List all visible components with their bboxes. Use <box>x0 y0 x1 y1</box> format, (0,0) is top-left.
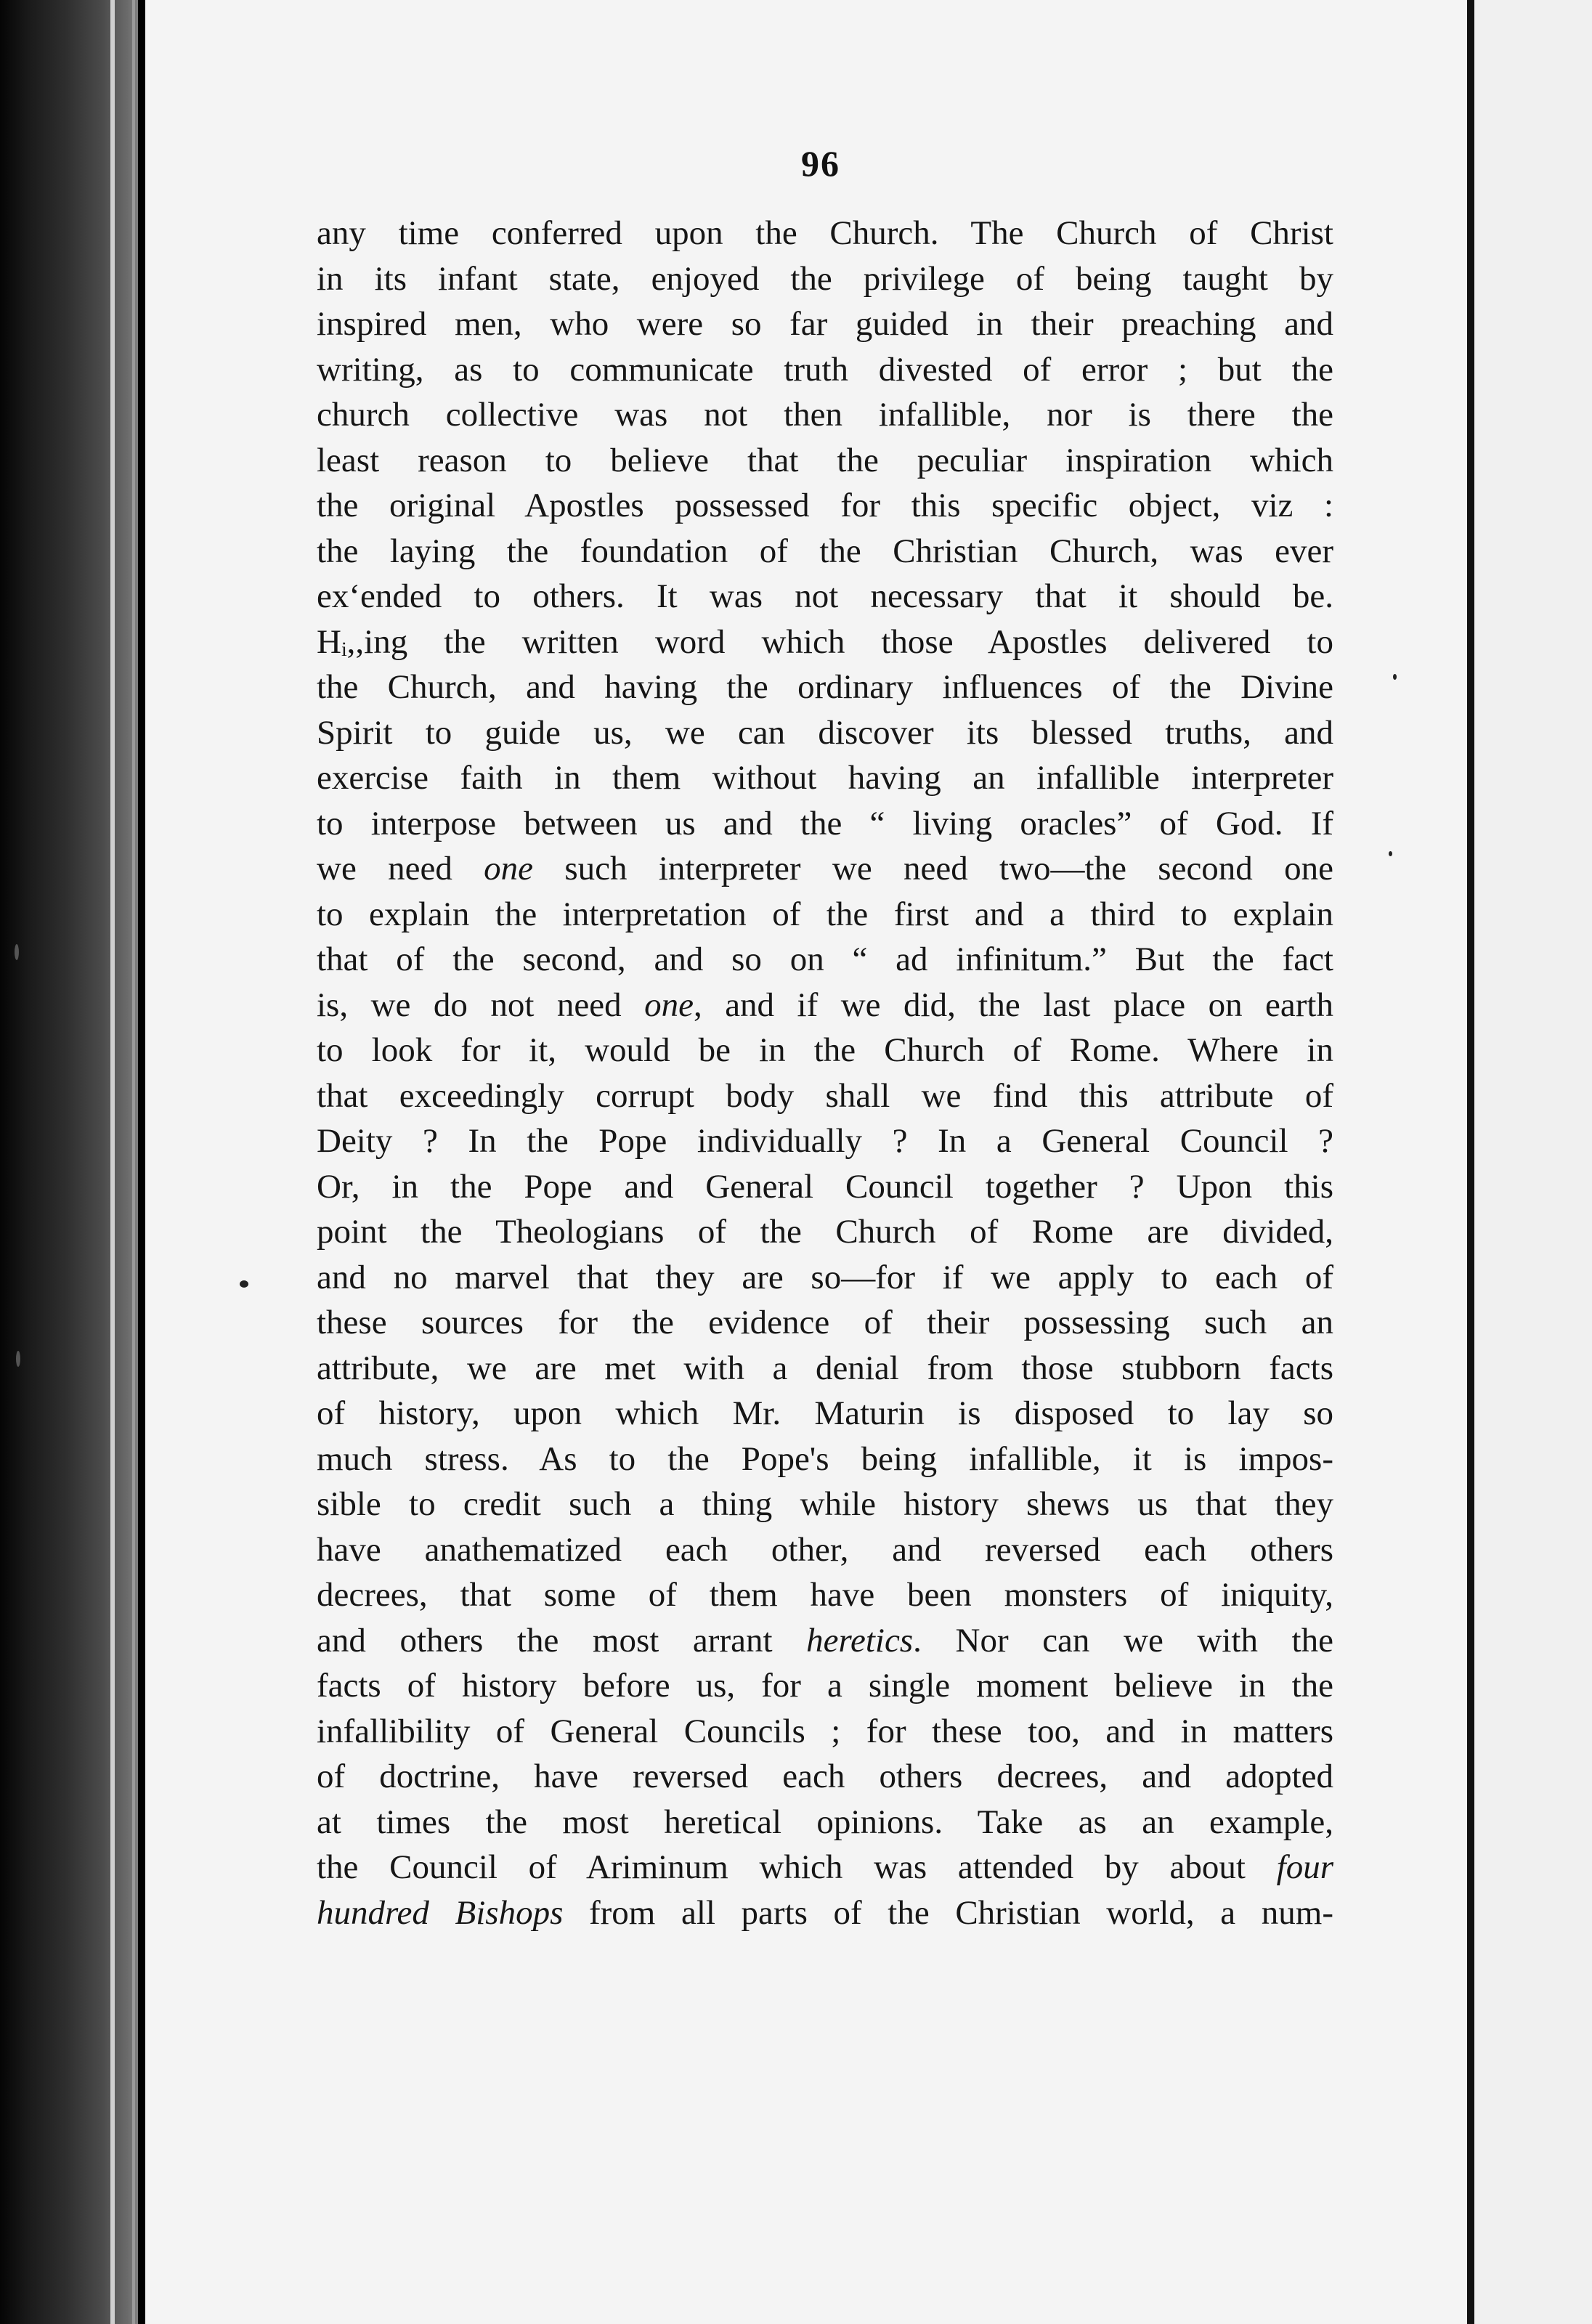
text-segment: at times the most heretical opinions. Take as an example, <box>317 1803 1333 1841</box>
text-segment: of history, upon which Mr. Maturin is disposed to lay so <box>317 1394 1333 1432</box>
text-line <box>317 1800 1333 1845</box>
scan-speck <box>15 944 19 960</box>
text-line <box>317 1572 1333 1618</box>
text-segment: , and if we did, the last place on earth <box>693 986 1333 1024</box>
text-segment: much stress. As to the Pope's being infallible, it is impos- <box>317 1439 1333 1478</box>
italic-text: one <box>484 850 534 887</box>
text-segment: sible to credit such a thing while history shews us that they <box>317 1485 1333 1523</box>
text-segment: the laying the foundation of the Christian Church, was ever <box>317 532 1333 570</box>
text-line <box>317 755 1333 801</box>
text-line <box>317 529 1333 574</box>
text-line <box>317 710 1333 756</box>
text-segment: to look for it, would be in the Church of Rome. Where in <box>317 1031 1333 1069</box>
text-line <box>317 1482 1333 1527</box>
text-line <box>317 301 1333 347</box>
text-line <box>317 1663 1333 1709</box>
text-line <box>317 1118 1333 1164</box>
text-segment: writing, as to communicate truth divested of error ; but the <box>317 350 1333 389</box>
text-segment: Spirit to guide us, we can discover its blessed truths, and <box>317 713 1333 752</box>
text-segment: church collective was not then infallible, nor is there the <box>317 396 1333 434</box>
text-segment: . Nor can we with the <box>913 1621 1333 1659</box>
text-line <box>317 892 1333 938</box>
text-segment: that exceedingly corrupt body shall we find this attribute of <box>317 1076 1333 1115</box>
text-line <box>317 801 1333 847</box>
text-line <box>317 1028 1333 1073</box>
text-segment: Deity ? In the Pope individually ? In a General Council ? <box>317 1122 1333 1160</box>
text-segment: and no marvel that they are so—for if we apply to each of <box>317 1258 1333 1296</box>
scan-speck <box>1389 851 1392 856</box>
text-line <box>317 937 1333 983</box>
text-line <box>317 211 1333 256</box>
text-segment: point the Theologians of the Church of Rome are divided, <box>317 1213 1333 1251</box>
text-line <box>317 1300 1333 1346</box>
text-segment: the Council of Ariminum which was attended by about <box>317 1848 1277 1886</box>
text-segment: and others the most arrant <box>317 1621 807 1659</box>
text-line <box>317 1346 1333 1391</box>
italic-text: one <box>644 986 694 1024</box>
scan-speck <box>240 1280 248 1288</box>
text-line <box>317 1890 1333 1936</box>
text-line <box>317 1709 1333 1755</box>
italic-text: heretics <box>806 1621 914 1659</box>
text-segment: facts of history before us, for a single moment believe in the <box>317 1667 1333 1705</box>
text-line <box>317 392 1333 438</box>
text-segment: exʻended to others. It was not necessary that it should be. <box>317 577 1333 615</box>
text-line <box>317 256 1333 302</box>
scan-speck <box>1393 674 1397 680</box>
text-segment: in its infant state, enjoyed the privilege of being taught by <box>317 259 1333 298</box>
text-line <box>317 619 1333 665</box>
text-segment: inspired men, who were so far guided in their preaching and <box>317 305 1333 343</box>
text-line <box>317 983 1333 1028</box>
italic-text: hundred Bishops <box>317 1893 564 1932</box>
body-text <box>317 211 1333 1935</box>
text-segment: exercise faith in them without having an infallible interpreter <box>317 759 1333 797</box>
text-segment: infallibility of General Councils ; for these too, and in matters <box>317 1712 1333 1750</box>
binding-gutter <box>0 0 138 2324</box>
text-line <box>317 1618 1333 1664</box>
gutter-edge-line <box>110 0 115 2324</box>
text-segment: any time conferred upon the Church. The Church of Christ <box>317 214 1333 252</box>
text-line <box>317 1164 1333 1210</box>
text-line <box>317 1437 1333 1482</box>
text-segment: from all parts of the Christian world, a num- <box>563 1893 1333 1932</box>
text-line <box>317 347 1333 393</box>
text-segment: of doctrine, have reversed each others decrees, and adopted <box>317 1758 1333 1795</box>
text-segment: the original Apostles possessed for this specific object, viz : <box>317 487 1333 524</box>
gutter-edge-line <box>132 0 135 2324</box>
page-number: 96 <box>801 143 840 184</box>
text-segment: such interpreter we need two—the second one <box>533 850 1333 887</box>
text-segment: attribute, we are met with a denial from those stubborn facts <box>317 1349 1333 1387</box>
text-line <box>317 483 1333 529</box>
text-segment: the Church, and having the ordinary influences of the Divine <box>317 668 1333 706</box>
text-line <box>317 1209 1333 1255</box>
italic-text: four <box>1276 1848 1333 1886</box>
page-edge <box>1467 0 1474 2324</box>
text-line <box>317 1073 1333 1119</box>
text-segment: least reason to believe that the peculiar inspiration which <box>317 441 1333 479</box>
text-segment: have anathematized each other, and reversed each others <box>317 1530 1333 1569</box>
text-line <box>317 1527 1333 1573</box>
text-segment: Or, in the Pope and General Council together ? Upon this <box>317 1167 1333 1206</box>
text-line <box>317 665 1333 710</box>
text-segment: Hᵢ,,ing the written word which those Apostles delivered to <box>317 622 1333 661</box>
facing-page-edge <box>1474 0 1592 2324</box>
text-line <box>317 1845 1333 1890</box>
text-line <box>317 438 1333 484</box>
text-line <box>317 846 1333 892</box>
text-segment: is, we do not need <box>317 986 645 1024</box>
text-line <box>317 574 1333 619</box>
text-segment: decrees, that some of them have been monsters of iniquity, <box>317 1576 1333 1614</box>
text-segment: we need <box>317 850 484 887</box>
text-segment: to explain the interpretation of the first and a third to explain <box>317 895 1333 933</box>
text-line <box>317 1754 1333 1800</box>
text-segment: these sources for the evidence of their possessing such an <box>317 1304 1333 1341</box>
text-line <box>317 1391 1333 1437</box>
text-segment: to interpose between us and the “ living oracles” of God. If <box>317 804 1333 842</box>
text-line <box>317 1255 1333 1301</box>
scan-speck <box>16 1351 20 1367</box>
text-segment: that of the second, and so on “ ad infinitum.” But the fact <box>317 940 1333 978</box>
